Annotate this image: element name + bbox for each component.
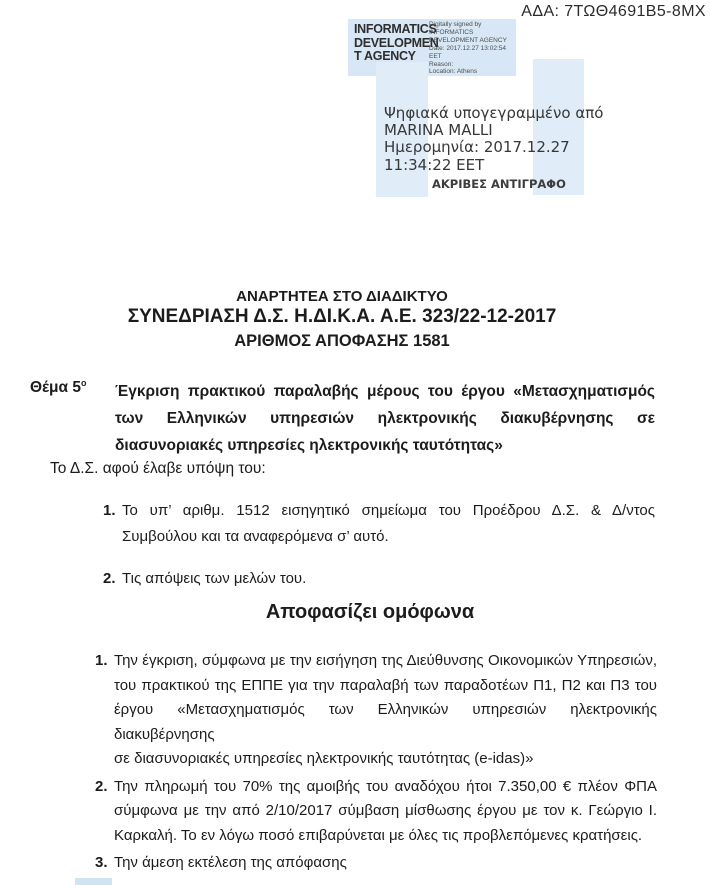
topic-ordinal-superscript: ο	[81, 378, 87, 388]
text-line: DEVELOPMENT AGENCY	[429, 36, 507, 44]
text-line: MARINA MALLI	[384, 121, 493, 140]
certified-copy-label: ΑΚΡΙΒΕΣ ΑΝΤΙΓΡΑΦΟ	[432, 177, 566, 191]
decision-heading: Αποφασίζει ομόφωνα	[265, 601, 475, 623]
bottom-stamp-fragment	[75, 878, 112, 885]
text-line: Καρκαλή. Το εν λόγω ποσό επιβαρύνεται με όλες τις προβλεπόμενες κρατήσεις.	[114, 826, 643, 844]
list-item	[95, 775, 657, 849]
text-line: INFORMATICS	[354, 22, 437, 36]
list-item-text	[122, 498, 655, 550]
topic-title	[115, 378, 655, 459]
text-line: Location: Athens	[429, 68, 478, 76]
list-item-number: 3.	[95, 854, 108, 871]
text-line: Το υπ’ αριθμ. 1512 εισηγητικό σημείωμα του Προέδρου Δ.Σ. & Δ/ντος	[122, 502, 655, 519]
text-line: Τις απόψεις των μελών του.	[122, 570, 307, 587]
text-line: έργου «Μετασχηματισμός των Ελληνικών υπηρεσιών ηλεκτρονικής διακυβέρνησης	[114, 701, 657, 743]
text-line: Συμβούλου και τα αναφερόμενα σ’ αυτό.	[122, 528, 389, 545]
list-item-text	[114, 649, 657, 772]
decisions-list	[95, 649, 657, 879]
text-line: Την άμεση εκτέλεση της απόφασης	[114, 854, 347, 871]
intro-text: Το Δ.Σ. αφού έλαβε υπόψη του:	[50, 460, 266, 477]
topic-label	[30, 378, 87, 397]
list-item-text	[114, 775, 657, 849]
text-line: Έγκριση πρακτικού παραλαβής μέρους του έργου «Μετασχηματισμός	[115, 383, 655, 400]
list-item-number: 2.	[103, 570, 116, 587]
text-line: των Ελληνικών υπηρεσιών ηλεκτρονικής διακυβέρνησης σε	[115, 410, 655, 427]
text-line: INFORMATICS	[429, 28, 474, 36]
text-line: Ημερομηνία: 2017.12.27	[384, 138, 570, 157]
list-item-number: 1.	[95, 652, 108, 669]
list-item	[95, 649, 657, 772]
list-item-text	[122, 566, 655, 592]
text-line: διασυνοριακές υπηρεσίες ηλεκτρονικής ταυτότητας»	[115, 437, 503, 454]
text-line: Την πληρωμή του 70% της αμοιβής του αναδόχου ήτοι 7.350,00 € πλέον ΦΠΑ	[114, 777, 657, 795]
text-line: Digitally signed by	[429, 21, 482, 28]
topic-label-text: Θέμα 5	[30, 379, 81, 397]
heading-internet-posting: ΑΝΑΡΤΗΤΕΑ ΣΤΟ ΔΙΑΔΙΚΤΥΟ	[236, 288, 448, 305]
text-line: DEVELOPMEN	[354, 35, 439, 50]
heading-decision-number: ΑΡΙΘΜΟΣ ΑΠΟΦΑΣΗΣ 1581	[234, 332, 450, 350]
text-line: σύμφωνα με την από 2/10/2017 σύμβαση μίσθωσης έργου με τον κ. Γεώργιο Ι.	[114, 802, 657, 819]
list-item	[103, 566, 655, 592]
text-line: T AGENCY	[354, 49, 416, 63]
list-item-number: 2.	[95, 777, 108, 795]
list-item-number: 1.	[103, 502, 116, 519]
text-line: Reason:	[429, 60, 454, 68]
text-line: 11:34:22 EET	[384, 155, 485, 174]
text-line: σε διασυνοριακές υπηρεσίες ηλεκτρονικής ταυτότητας (e-idas)»	[114, 750, 534, 767]
list-item-text	[114, 851, 657, 876]
considerations-list	[103, 498, 655, 608]
list-item	[95, 851, 657, 876]
text-line: του πρακτικού της ΕΠΠΕ για την παραλαβή των παραδοτέων Π1, Π2 και Π3 του	[114, 676, 657, 694]
digital-signature-text	[384, 105, 684, 174]
ada-code: ΑΔΑ: 7ΤΩΘ4691Β5-8ΜΧ	[521, 3, 706, 20]
text-line: EET	[429, 52, 442, 60]
list-item	[103, 498, 655, 550]
heading-board-session: ΣΥΝΕΔΡΙΑΣΗ Δ.Σ. Η.ΔΙ.Κ.Α. Α.Ε. 323/22-12-2017	[127, 306, 557, 327]
text-line: Date: 2017.12.27 13:02:54	[429, 44, 506, 52]
text-line: Ψηφιακά υπογεγραμμένο από	[384, 104, 604, 122]
stamp-signature-details	[429, 21, 515, 76]
text-line: Την έγκριση, σύμφωνα με την εισήγηση της Διεύθυνσης Οικονομικών Υπηρεσιών,	[114, 652, 657, 669]
